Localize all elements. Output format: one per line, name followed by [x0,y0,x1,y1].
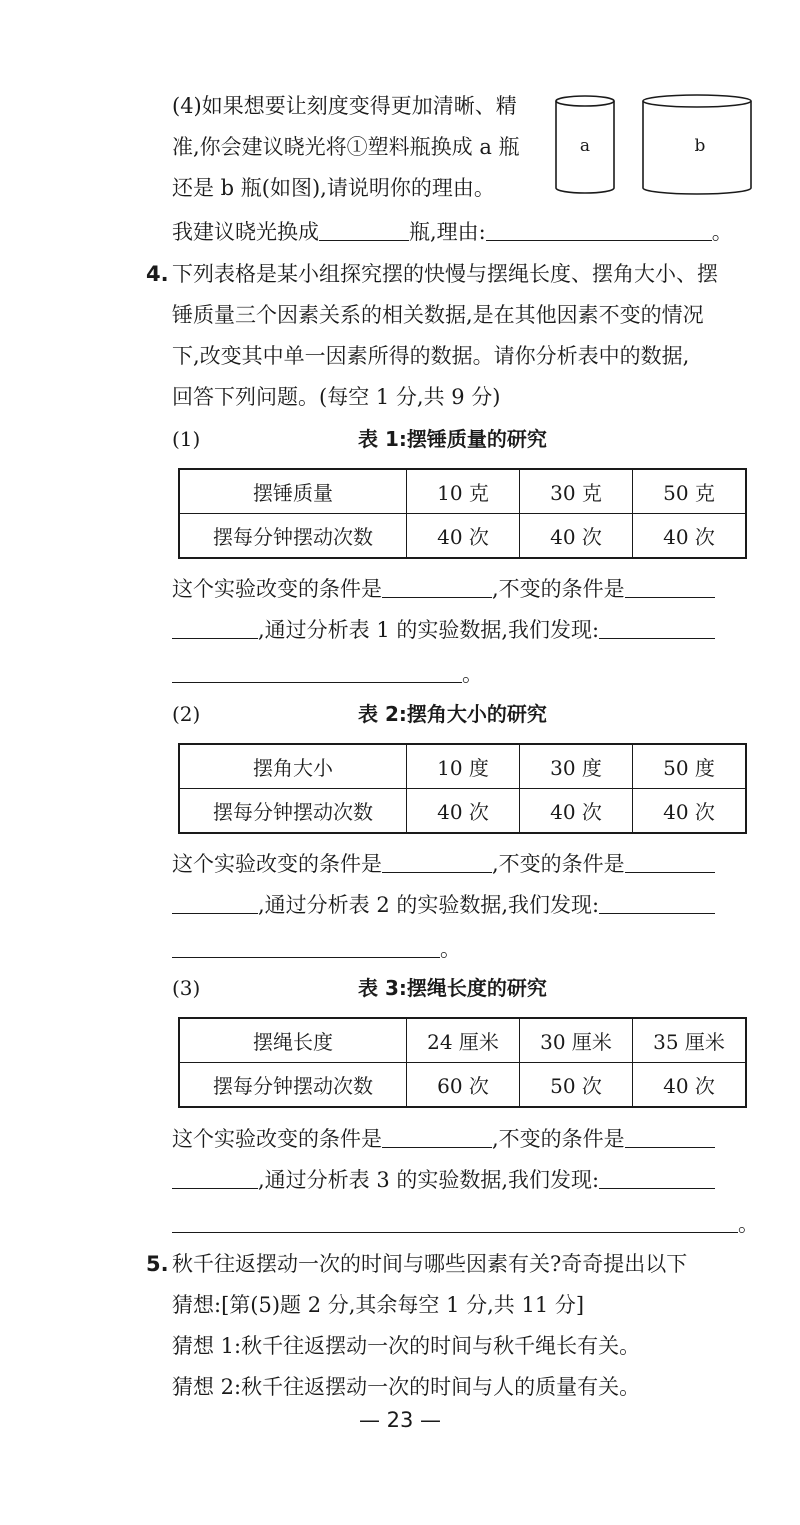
table-cell: 摆每分钟摆动次数 [179,514,407,559]
part-1-answer-line-1 [172,575,715,603]
table-cell: 40 次 [633,514,747,559]
table-3-caption: 表 3:摆绳长度的研究 [358,976,547,1000]
part-3-answer-line-2 [172,1166,715,1194]
bottle-a-figure [552,93,618,197]
q3-4-answer-end: 。 [711,220,733,244]
table-cell: 摆绳长度 [179,1018,407,1063]
part-1-answer-line-3 [172,660,483,688]
table-cell: 40 次 [520,514,633,559]
part-1-answer-line-2 [172,616,715,644]
finding-blank[interactable] [599,893,715,914]
constant-condition-blank[interactable] [625,852,715,873]
finding-blank-cont[interactable] [172,662,462,683]
table-cell: 30 度 [520,744,633,789]
table-cell: 60 次 [407,1063,520,1108]
table-cell: 30 厘米 [520,1018,633,1063]
table-cell: 35 厘米 [633,1018,747,1063]
q3-4-line-1: (4)如果想要让刻度变得更加清晰、精 [172,94,517,118]
part-3-answer-line-3 [172,1210,759,1238]
hypothesis-2: 猜想 2:秋千往返摆动一次的时间与人的质量有关。 [172,1375,641,1399]
bottle-choice-blank[interactable] [319,220,409,241]
q3-4-answer-prefix: 我建议晓光换成 [172,220,319,244]
finding-blank[interactable] [599,618,715,639]
table-row [179,1018,746,1063]
q5-line-2: 猜想:[第(5)题 2 分,其余每空 1 分,共 11 分] [172,1293,585,1317]
q3-4-line-2: 准,你会建议晓光将①塑料瓶换成 a 瓶 [172,135,520,159]
constant-condition-blank[interactable] [625,577,715,598]
finding-blank[interactable] [599,1168,715,1189]
part-2-answer-line-3 [172,935,461,963]
table-cell: 40 次 [633,789,747,834]
finding-blank-cont[interactable] [172,1212,738,1233]
table-cell: 50 次 [520,1063,633,1108]
table-cell: 40 次 [520,789,633,834]
table-cell: 50 度 [633,744,747,789]
part-2-answer-line-2 [172,891,715,919]
constant-condition-blank-cont[interactable] [172,1168,258,1189]
table-row [179,744,746,789]
reason-blank[interactable] [486,220,712,241]
part-3-answer-line-1 [172,1125,715,1153]
changed-condition-blank[interactable] [382,1127,492,1148]
table-cell: 摆锤质量 [179,469,407,514]
bottle-b-figure [640,93,756,197]
changed-condition-blank[interactable] [382,852,492,873]
table-row [179,514,746,559]
table-cell: 24 厘米 [407,1018,520,1063]
table-cell: 30 克 [520,469,633,514]
q3-4-answer-line [172,218,733,246]
table-row [179,789,746,834]
page-number: — 23 — [358,1408,442,1432]
changed-condition-label: 这个实验改变的条件是 [172,577,382,601]
part-3-number: (3) [172,976,201,1000]
finding-label: ,通过分析表 3 的实验数据,我们发现: [258,1168,600,1192]
bottle-a-label: a [579,136,591,156]
question-4-number: 4. [146,262,169,286]
q4-line-2: 锤质量三个因素关系的相关数据,是在其他因素不变的情况 [172,303,704,327]
period: 。 [440,937,461,961]
table-1 [178,468,747,559]
bottle-b-label: b [694,136,706,156]
table-cell: 10 度 [407,744,520,789]
q4-line-3: 下,改变其中单一因素所得的数据。请你分析表中的数据, [172,344,690,368]
constant-condition-blank[interactable] [625,1127,715,1148]
part-2-number: (2) [172,702,201,726]
constant-condition-blank-cont[interactable] [172,893,258,914]
part-2-answer-line-1 [172,850,715,878]
finding-label: ,通过分析表 1 的实验数据,我们发现: [258,618,600,642]
table-cell: 10 克 [407,469,520,514]
changed-condition-label: 这个实验改变的条件是 [172,1127,382,1151]
table-cell: 摆角大小 [179,744,407,789]
table-1-caption: 表 1:摆锤质量的研究 [358,427,547,451]
changed-condition-blank[interactable] [382,577,492,598]
changed-condition-label: 这个实验改变的条件是 [172,852,382,876]
period: 。 [462,662,483,686]
q4-line-4: 回答下列问题。(每空 1 分,共 9 分) [172,385,501,409]
table-row [179,1063,746,1108]
table-2 [178,743,747,834]
table-2-caption: 表 2:摆角大小的研究 [358,702,547,726]
q4-line-1: 下列表格是某小组探究摆的快慢与摆绳长度、摆角大小、摆 [172,262,718,286]
table-cell: 50 克 [633,469,747,514]
constant-condition-label: ,不变的条件是 [492,1127,625,1151]
table-row [179,469,746,514]
constant-condition-blank-cont[interactable] [172,618,258,639]
finding-blank-cont[interactable] [172,937,440,958]
table-cell: 摆每分钟摆动次数 [179,1063,407,1108]
q5-line-1: 秋千往返摆动一次的时间与哪些因素有关?奇奇提出以下 [172,1252,688,1276]
constant-condition-label: ,不变的条件是 [492,577,625,601]
hypothesis-1: 猜想 1:秋千往返摆动一次的时间与秋千绳长有关。 [172,1334,641,1358]
table-cell: 40 次 [407,514,520,559]
part-1-number: (1) [172,427,201,451]
table-cell: 40 次 [407,789,520,834]
table-cell: 摆每分钟摆动次数 [179,789,407,834]
finding-label: ,通过分析表 2 的实验数据,我们发现: [258,893,600,917]
period: 。 [738,1212,759,1236]
table-3 [178,1017,747,1108]
table-cell: 40 次 [633,1063,747,1108]
question-5-number: 5. [146,1252,169,1276]
q3-4-answer-mid: 瓶,理由: [409,220,486,244]
q3-4-line-3: 还是 b 瓶(如图),请说明你的理由。 [172,176,495,200]
constant-condition-label: ,不变的条件是 [492,852,625,876]
